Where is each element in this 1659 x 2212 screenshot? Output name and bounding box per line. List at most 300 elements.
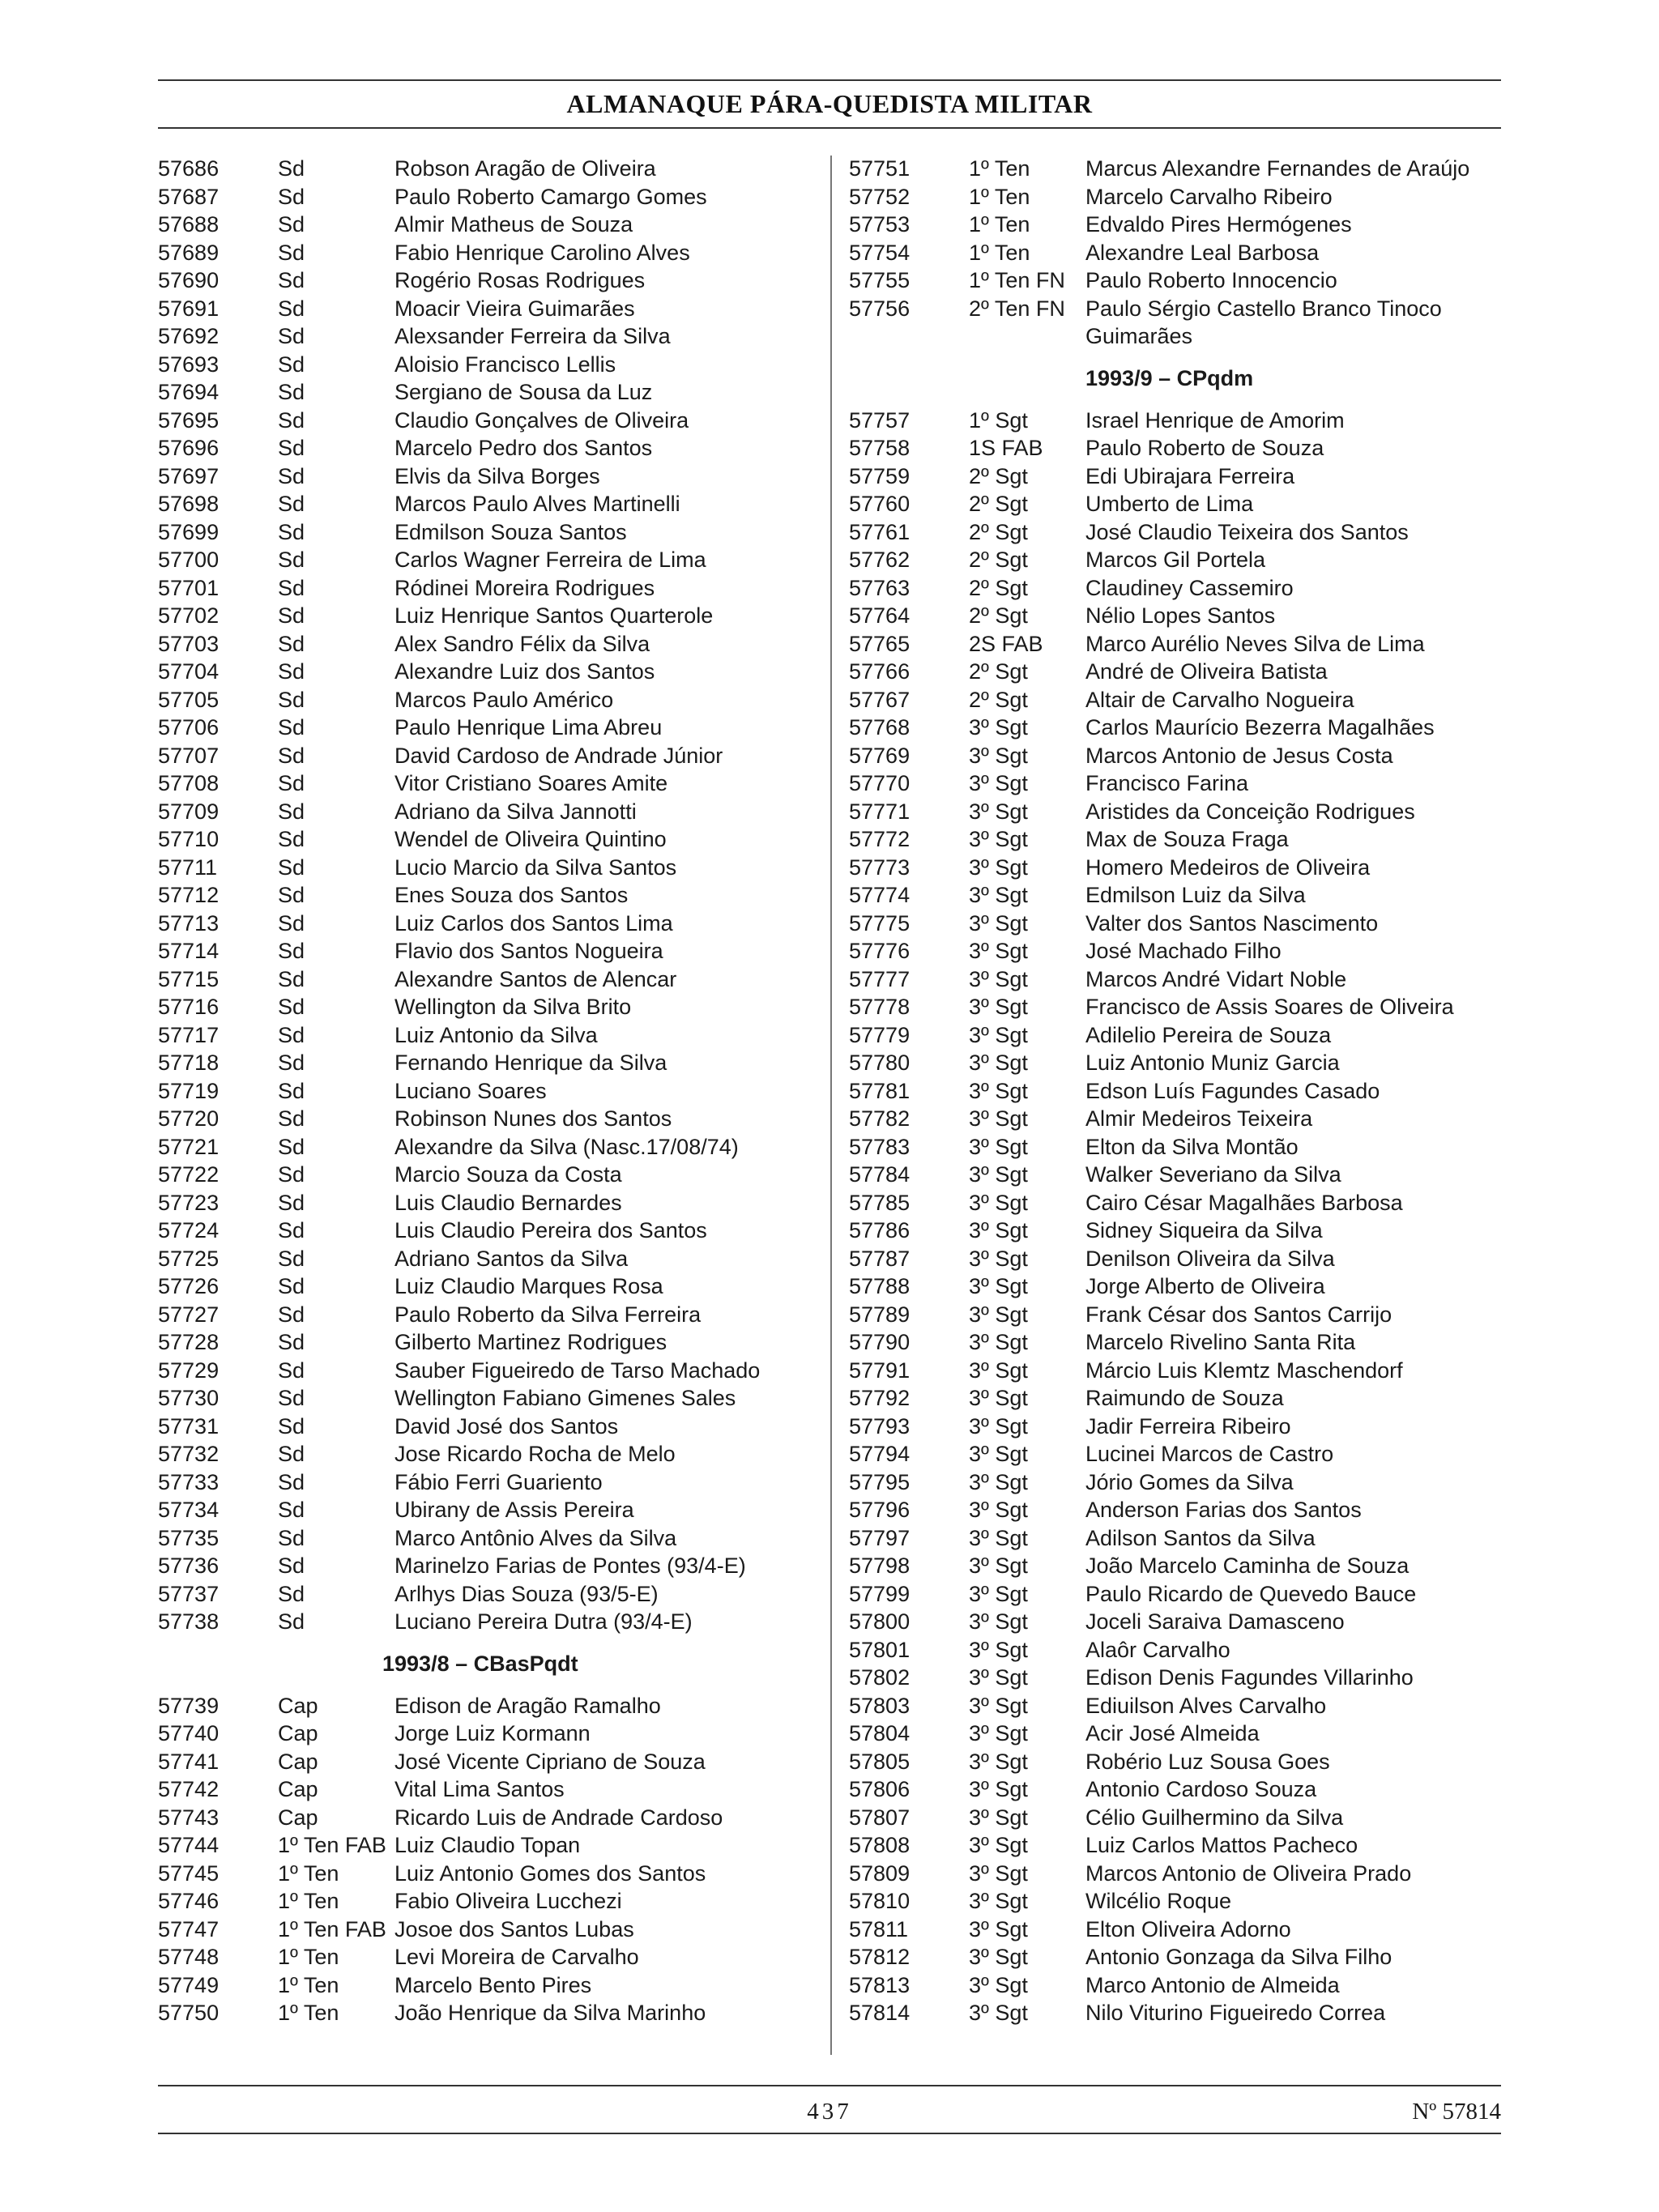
page-number: 437 [807,2099,852,2125]
entry-number: 57752 [849,184,911,209]
entry-name: Edmilson Souza Santos [394,519,627,544]
entry-name: Fábio Ferri Guariento [394,1469,603,1494]
list-item [158,1021,826,1050]
list-item [849,1384,1505,1413]
list-item [158,1804,826,1832]
entry-name: Luciano Pereira Dutra (93/4-E) [394,1609,693,1634]
entry-number: 57767 [849,687,911,712]
entry-rank: 1º Ten FN [969,268,1065,292]
entry-name: André de Oliveira Batista [1085,659,1328,684]
entry-rank: Sd [278,548,305,572]
list-item [849,155,1505,183]
list-item [849,1328,1505,1357]
entry-rank: 3º Sgt [969,1665,1028,1690]
entry-name: Luciano Soares [394,1078,547,1103]
entry-number: 57702 [158,603,220,628]
entry-name: Marco Antonio de Almeida [1085,1972,1340,1997]
entry-name: Jório Gomes da Silva [1085,1469,1294,1494]
list-item [158,742,826,770]
entry-rank: Sd [278,659,305,684]
entry-number: 57785 [849,1190,911,1215]
list-item [849,1636,1505,1664]
list-item [158,686,826,714]
list-item [158,1468,826,1497]
entry-number: 57802 [849,1665,911,1690]
entry-rank: 3º Sgt [969,771,1028,795]
entry-number: 57716 [158,995,220,1019]
entry-rank: Sd [278,855,305,880]
entry-number: 57790 [849,1330,911,1354]
entry-number: 57742 [158,1777,220,1801]
entry-rank: Sd [278,1134,305,1159]
list-item [158,881,826,910]
entry-rank: Sd [278,380,305,404]
entry-number: 57694 [158,380,220,404]
entry-number: 57748 [158,1945,220,1969]
entry-rank: 2º Sgt [969,492,1028,516]
list-item [158,1301,826,1329]
list-item [158,937,826,965]
header-top-rule [158,79,1501,81]
entry-rank: 2º Sgt [969,548,1028,572]
entry-number: 57803 [849,1693,911,1718]
entry-rank: 3º Sgt [969,1162,1028,1187]
entry-name: Guimarães [1085,324,1193,348]
entry-name: Ediuilson Alves Carvalho [1085,1693,1327,1718]
entry-number: 57730 [158,1386,220,1410]
entry-rank: Cap [278,1693,318,1718]
entry-number: 57751 [849,156,911,181]
entry-rank: 3º Sgt [969,1413,1028,1438]
entry-number: 57809 [849,1860,911,1886]
entry-name: Luiz Antonio Gomes dos Santos [394,1860,706,1886]
entry-number: 57808 [849,1833,911,1857]
entry-number: 57688 [158,212,220,237]
entry-rank: 2º Sgt [969,687,1028,712]
entry-rank: 2º Sgt [969,575,1028,600]
list-item [158,714,826,742]
entry-number: 57768 [849,715,911,739]
entry-number: 57727 [158,1302,220,1327]
list-item [158,1831,826,1860]
entry-name: Edi Ubirajara Ferreira [1085,463,1295,488]
entry-number: 57699 [158,519,220,544]
entry-name: Lucio Marcio da Silva Santos [394,855,677,880]
entry-name: Homero Medeiros de Oliveira [1085,855,1371,880]
entry-name: Wellington Fabiano Gimenes Sales [394,1386,736,1410]
section-heading: 1993/9 – CPqdm [1085,365,1254,390]
entry-rank: 3º Sgt [969,743,1028,768]
list-item [158,490,826,518]
list-item [849,1021,1505,1050]
entry-rank: 1º Ten [969,212,1030,237]
list-item [849,1217,1505,1245]
entry-rank: Cap [278,1721,318,1745]
entry-number: 57720 [158,1106,220,1131]
entry-number: 57738 [158,1609,220,1634]
list-item [849,1692,1505,1720]
entry-name: Josoe dos Santos Lubas [394,1916,634,1941]
list-item [849,993,1505,1021]
list-item [849,1049,1505,1077]
entry-number: 57759 [849,463,911,488]
entry-number: 57733 [158,1469,220,1494]
list-item [849,1413,1505,1441]
entry-rank: 3º Sgt [969,799,1028,824]
entry-number: 57696 [158,436,220,460]
list-item [158,1608,826,1636]
entry-rank: 3º Sgt [969,1916,1028,1941]
list-item [158,658,826,686]
list-item [849,1608,1505,1636]
entry-rank: 3º Sgt [969,827,1028,851]
entry-name: Aloisio Francisco Lellis [394,352,616,377]
entry-rank: 2º Sgt [969,463,1028,488]
entry-number: 57718 [158,1051,220,1075]
entry-rank: Sd [278,883,305,907]
entry-name: Robinson Nunes dos Santos [394,1106,672,1131]
entry-number: 57765 [849,631,911,656]
entry-rank: 1º Ten [969,156,1030,181]
list-item [158,1916,826,1944]
entry-name: Francisco de Assis Soares de Oliveira [1085,995,1454,1019]
entry-number: 57771 [849,799,911,824]
entry-rank: Sd [278,407,305,433]
entry-number: 57798 [849,1554,911,1578]
entry-name: Alex Sandro Félix da Silva [394,631,650,656]
entry-name: Fabio Oliveira Lucchezi [394,1889,622,1913]
entry-rank: 3º Sgt [969,1581,1028,1606]
list-item [158,295,826,323]
entry-rank: 3º Sgt [969,715,1028,739]
entry-number: 57715 [158,966,220,991]
entry-number: 57714 [158,939,220,963]
entry-rank: 3º Sgt [969,1106,1028,1131]
list-item [849,686,1505,714]
list-item [849,1999,1505,2027]
entry-name: Paulo Roberto de Souza [1085,436,1324,460]
entry-rank: Sd [278,324,305,348]
list-item [849,1272,1505,1301]
entry-name: Antonio Cardoso Souza [1085,1777,1317,1801]
entry-name: Marinelzo Farias de Pontes (93/4-E) [394,1554,746,1578]
entry-name: Moacir Vieira Guimarães [394,296,635,321]
entry-number: 57763 [849,575,911,600]
list-item [158,854,826,882]
entry-number: 57778 [849,995,911,1019]
entry-rank: 1º Ten [278,1945,339,1969]
entry-rank: 3º Sgt [969,1386,1028,1410]
entry-rank: Sd [278,352,305,377]
entry-name: Luiz Carlos dos Santos Lima [394,910,673,936]
list-item [158,183,826,211]
entry-name: Marcos Antonio de Oliveira Prado [1085,1860,1412,1886]
entry-name: Edison de Aragão Ramalho [394,1693,661,1718]
entry-number: 57740 [158,1721,220,1745]
entry-rank: 2º Ten FN [969,296,1065,321]
entry-number: 57723 [158,1190,220,1215]
entry-name: Claudiney Cassemiro [1085,575,1294,600]
list-item [849,742,1505,770]
entry-number: 57705 [158,687,220,712]
entry-name: Paulo Roberto da Silva Ferreira [394,1302,702,1327]
entry-name: Umberto de Lima [1085,492,1254,516]
list-item [158,1552,826,1580]
entry-rank: Sd [278,603,305,628]
entry-number: 57791 [849,1357,911,1383]
list-item [158,266,826,295]
entry-name: Marcos André Vidart Noble [1085,966,1347,991]
entry-number: 57698 [158,492,220,516]
entry-number: 57773 [849,855,911,880]
entry-name: Carlos Maurício Bezerra Magalhães [1085,715,1435,739]
list-item [849,1943,1505,1971]
entry-number: 57761 [849,519,911,544]
entry-number: 57695 [158,407,220,433]
entry-rank: 3º Sgt [969,1190,1028,1215]
entry-rank: Sd [278,212,305,237]
entry-rank: 2º Sgt [969,603,1028,628]
entry-name: Paulo Sérgio Castello Branco Tinoco [1085,296,1442,321]
right-column [849,155,1505,2027]
entry-number: 57795 [849,1469,911,1494]
entry-name: José Machado Filho [1085,939,1282,963]
entry-name: Fernando Henrique da Silva [394,1051,667,1075]
entry-name: Márcio Luis Klemtz Maschendorf [1085,1357,1403,1383]
entry-rank: 1º Ten [278,1889,339,1913]
entry-number: 57762 [849,548,911,572]
list-item [849,798,1505,826]
entry-number: 57774 [849,883,911,907]
entry-rank: Sd [278,1413,305,1438]
list-item [849,602,1505,630]
entry-rank: 3º Sgt [969,1078,1028,1103]
entry-name: Ricardo Luis de Andrade Cardoso [394,1805,723,1830]
entry-name: Luiz Claudio Marques Rosa [394,1274,663,1298]
entry-rank: Sd [278,1469,305,1494]
entry-name: Marcos Antonio de Jesus Costa [1085,743,1393,768]
entry-name: Walker Severiano da Silva [1085,1162,1341,1187]
entry-number: 57800 [849,1609,911,1634]
list-item [158,1217,826,1245]
entry-number: 57707 [158,743,220,768]
entry-number: 57686 [158,156,220,181]
entry-rank: 1º Ten [969,240,1030,265]
entry-rank: 3º Sgt [969,1777,1028,1801]
list-item [849,434,1505,462]
entry-rank: Sd [278,1609,305,1634]
entry-name: Flavio dos Santos Nogueira [394,939,663,963]
list-item [849,1161,1505,1189]
entry-number: 57725 [158,1246,220,1271]
section-heading: 1993/8 – CBasPqdt [382,1651,578,1676]
entry-name: Levi Moreira de Carvalho [394,1945,639,1969]
entry-name: João Marcelo Caminha de Souza [1085,1554,1410,1578]
list-item [849,854,1505,882]
entry-name: João Henrique da Silva Marinho [394,2001,706,2025]
entry-number: 57703 [158,631,220,656]
list-item [158,1943,826,1971]
entry-rank: Sd [278,743,305,768]
entry-rank: 3º Sgt [969,1889,1028,1913]
entry-rank: Cap [278,1749,318,1774]
entry-name: José Claudio Teixeira dos Santos [1085,519,1409,544]
entry-name: Paulo Roberto Innocencio [1085,268,1337,292]
list-item [158,407,826,435]
list-item [849,295,1505,323]
entry-rank: Sd [278,715,305,739]
entry-number: 57704 [158,659,220,684]
entry-name: Luiz Henrique Santos Quarterole [394,603,714,628]
entry-number: 57701 [158,575,220,600]
list-item [158,351,826,379]
entry-number: 57729 [158,1357,220,1383]
list-item [158,211,826,239]
entry-number: 57708 [158,771,220,795]
entry-rank: Sd [278,1218,305,1242]
entry-name: Elton Oliveira Adorno [1085,1916,1291,1941]
entry-number: 57796 [849,1498,911,1522]
entry-number: 57739 [158,1693,220,1718]
entry-rank: Sd [278,240,305,265]
entry-name: Acir José Almeida [1085,1721,1260,1745]
list-item [849,1804,1505,1832]
entry-number: 57735 [158,1525,220,1550]
entry-rank: 3º Sgt [969,1721,1028,1745]
entry-rank: Sd [278,1386,305,1410]
list-item [849,574,1505,603]
entry-rank: 3º Sgt [969,1749,1028,1774]
entry-number: 57691 [158,296,220,321]
entry-rank: 2º Sgt [969,659,1028,684]
entry-rank: 3º Sgt [969,1469,1028,1494]
entry-rank: 3º Sgt [969,1972,1028,1997]
entry-rank: 1º Ten FAB [278,1833,386,1857]
entry-name: Marcos Paulo Alves Martinelli [394,492,680,516]
entry-name: Marco Aurélio Neves Silva de Lima [1085,631,1425,656]
entry-name: Wellington da Silva Brito [394,995,632,1019]
entry-name: Valter dos Santos Nascimento [1085,910,1379,936]
entry-rank: Sd [278,268,305,292]
entry-rank: 3º Sgt [969,1218,1028,1242]
entry-number: 57689 [158,240,220,265]
entry-rank: Sd [278,1022,305,1047]
entry-rank: Sd [278,939,305,963]
list-item [158,1105,826,1133]
entry-number: 57690 [158,268,220,292]
entry-rank: Cap [278,1805,318,1830]
entry-name: Edson Luís Fagundes Casado [1085,1078,1380,1103]
entry-number: 57722 [158,1162,220,1187]
entry-name: Jorge Alberto de Oliveira [1085,1274,1325,1298]
list-item [849,490,1505,518]
list-item [849,1357,1505,1385]
entry-number: 57770 [849,771,911,795]
entry-rank: 3º Sgt [969,1525,1028,1550]
entry-rank: Sd [278,827,305,851]
entry-name: José Vicente Cipriano de Souza [394,1749,706,1774]
entry-rank: Cap [278,1777,318,1801]
entry-rank: Sd [278,1581,305,1606]
entry-name: Rogério Rosas Rodrigues [394,268,646,292]
entry-name: Marcus Alexandre Fernandes de Araújo [1085,156,1470,181]
entry-name: Luis Claudio Bernardes [394,1190,622,1215]
list-item [849,1887,1505,1916]
entry-rank: Sd [278,1162,305,1187]
entry-rank: Sd [278,1442,305,1466]
entry-name: Anderson Farias dos Santos [1085,1498,1362,1522]
entry-rank: 3º Sgt [969,1805,1028,1830]
list-item [158,1161,826,1189]
entry-number: 57693 [158,352,220,377]
list-item [849,1468,1505,1497]
entry-rank: Sd [278,575,305,600]
entry-rank: Sd [278,492,305,516]
entry-number: 57783 [849,1134,911,1159]
entry-name: Robério Luz Sousa Goes [1085,1749,1330,1774]
entry-number: 57769 [849,743,911,768]
entry-name: Lucinei Marcos de Castro [1085,1442,1334,1466]
entry-rank: 3º Sgt [969,1945,1028,1969]
entry-number: 57756 [849,296,911,321]
entry-name: Joceli Saraiva Damasceno [1085,1609,1345,1634]
entry-name: Enes Souza dos Santos [394,883,629,907]
list-item [158,462,826,491]
left-column [158,155,826,2027]
entry-number: 57692 [158,324,220,348]
entry-name: Alexandre Leal Barbosa [1085,240,1320,265]
list-item [158,769,826,798]
header-bottom-rule [158,127,1501,129]
entry-rank: 3º Sgt [969,1860,1028,1886]
entry-number: 57784 [849,1162,911,1187]
column-divider [830,156,832,2055]
entry-rank: Sd [278,519,305,544]
entry-name: Marcelo Pedro dos Santos [394,436,653,460]
entry-rank: 3º Sgt [969,1051,1028,1075]
list-item [849,183,1505,211]
entry-number: 57764 [849,603,911,628]
entry-number: 57801 [849,1637,911,1662]
entry-name: Vitor Cristiano Soares Amite [394,771,668,795]
page-title: ALMANAQUE PÁRA-QUEDISTA MILITAR [566,89,1093,118]
list-item [849,714,1505,742]
entry-name: Marcos Gil Portela [1085,548,1266,572]
entry-name: Raimundo de Souza [1085,1386,1284,1410]
entry-number: 57737 [158,1581,220,1606]
list-item [158,1328,826,1357]
entry-number: 57799 [849,1581,911,1606]
entry-number: 57721 [158,1134,220,1159]
entry-name: Jorge Luiz Kormann [394,1721,591,1745]
entry-rank: 3º Sgt [969,1302,1028,1327]
list-item [849,1245,1505,1273]
list-item [158,1049,826,1077]
entry-number: 57794 [849,1442,911,1466]
list-item [158,1384,826,1413]
entry-name: Ubirany de Assis Pereira [394,1498,634,1522]
entry-name: Luiz Claudio Topan [394,1833,581,1857]
entry-rank: 3º Sgt [969,1022,1028,1047]
list-item [158,378,826,407]
entry-rank: Sd [278,463,305,488]
entry-rank: Sd [278,1302,305,1327]
list-item [849,1971,1505,2000]
list-item [849,937,1505,965]
footer-top-rule [158,2085,1501,2086]
entry-number: 57779 [849,1022,911,1047]
list-item [158,155,826,183]
